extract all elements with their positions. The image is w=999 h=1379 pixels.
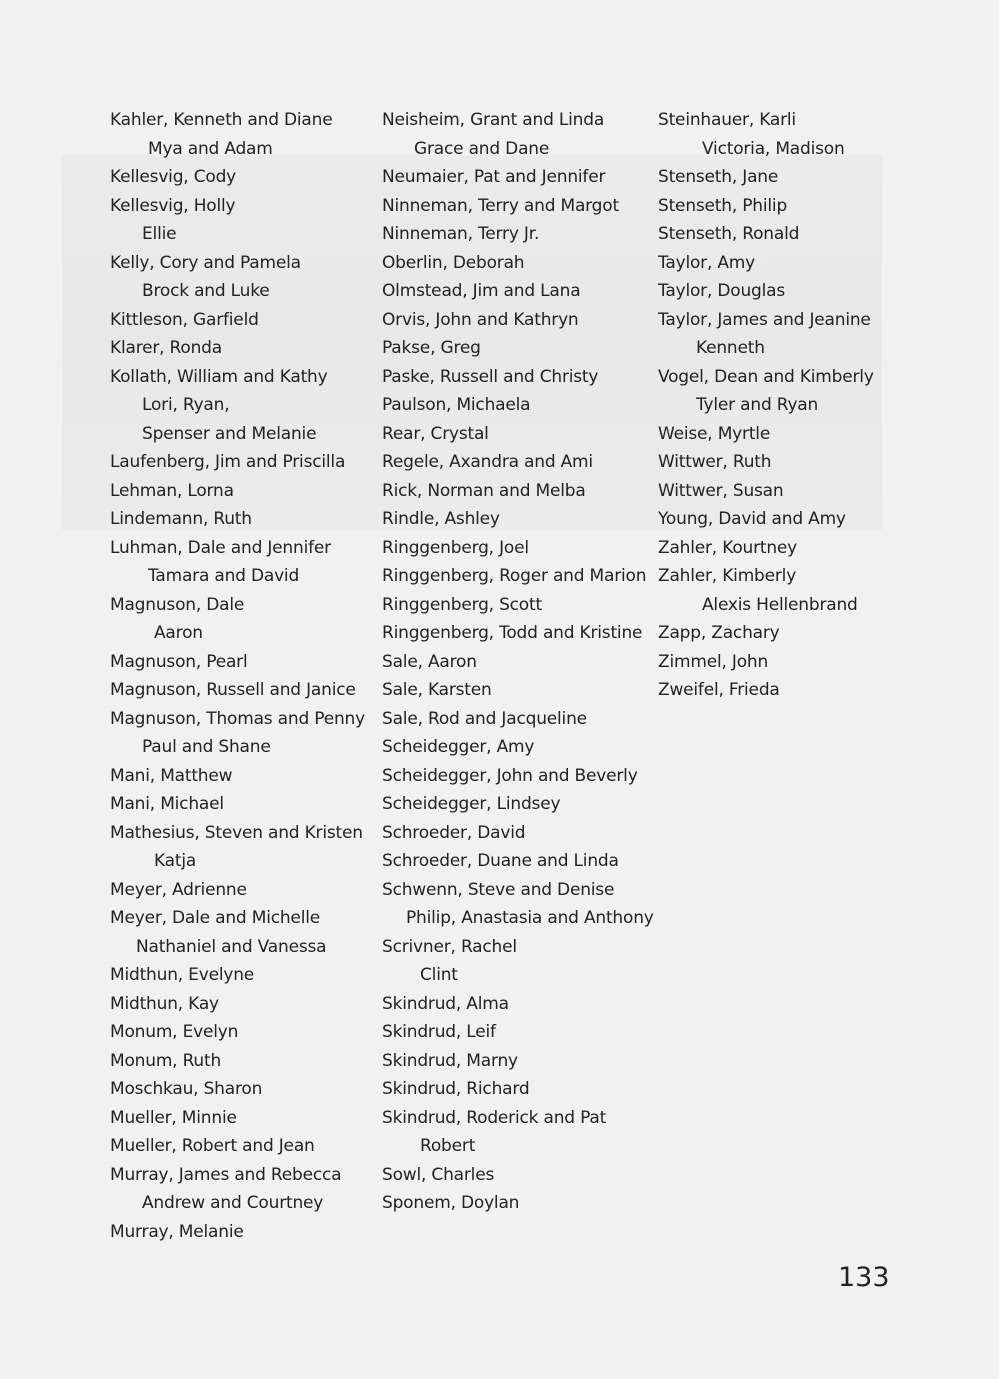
family-name-line: Scheidegger, John and Beverly — [382, 765, 638, 786]
family-name-line: Klarer, Ronda — [110, 338, 222, 358]
family-name-line: Moschkau, Sharon — [110, 1079, 263, 1099]
family-name-line: Rick, Norman and Melba — [382, 480, 586, 501]
family-name-line: Sale, Karsten — [382, 680, 492, 700]
family-name-line: Stenseth, Ronald — [658, 224, 800, 244]
family-name-line: Meyer, Adrienne — [110, 879, 247, 900]
name-column-2 — [382, 106, 654, 1218]
family-member-line: Ellie — [142, 224, 177, 244]
family-member-line: Philip, Anastasia and Anthony — [406, 908, 654, 928]
family-name-line: Olmstead, Jim and Lana — [382, 281, 581, 301]
family-member-line: Paul and Shane — [142, 737, 271, 757]
family-name-line: Schroeder, Duane and Linda — [382, 851, 619, 871]
family-name-line: Luhman, Dale and Jennifer — [110, 537, 331, 558]
family-name-line: Paulson, Michaela — [382, 395, 531, 415]
name-column-3 — [658, 106, 874, 705]
family-name-line: Sponem, Doylan — [382, 1193, 520, 1213]
family-name-line: Skindrud, Leif — [382, 1022, 496, 1042]
family-name-line: Monum, Ruth — [110, 1050, 222, 1071]
family-member-line: Kenneth — [696, 338, 765, 358]
family-name-line: Zahler, Kourtney — [658, 537, 798, 558]
family-name-line: Taylor, James and Jeanine — [658, 309, 871, 330]
family-name-line: Oberlin, Deborah — [382, 252, 525, 273]
family-name-line: Scheidegger, Lindsey — [382, 794, 561, 814]
family-name-line: Schwenn, Steve and Denise — [382, 879, 615, 900]
family-name-line: Wittwer, Susan — [658, 480, 784, 501]
family-member-line: Katja — [154, 851, 197, 871]
family-name-line: Neumaier, Pat and Jennifer — [382, 167, 606, 187]
name-column-1 — [110, 106, 365, 1246]
family-name-line: Mani, Matthew — [110, 765, 233, 786]
family-name-line: Ringgenberg, Roger and Marion — [382, 566, 647, 586]
family-member-line: Mya and Adam — [148, 138, 273, 159]
family-name-line: Pakse, Greg — [382, 338, 481, 358]
family-name-line: Kellesvig, Cody — [110, 167, 237, 187]
family-name-line: Lehman, Lorna — [110, 480, 234, 501]
family-member-line: Grace and Dane — [414, 138, 550, 159]
family-name-line: Rindle, Ashley — [382, 509, 500, 529]
family-name-line: Sale, Rod and Jacqueline — [382, 708, 587, 729]
family-name-line: Monum, Evelyn — [110, 1022, 239, 1042]
family-name-line: Scheidegger, Amy — [382, 737, 535, 757]
family-name-line: Neisheim, Grant and Linda — [382, 110, 605, 130]
family-name-line: Schroeder, David — [382, 822, 526, 843]
family-name-line: Magnuson, Russell and Janice — [110, 680, 356, 700]
family-name-line: Midthun, Kay — [110, 993, 219, 1014]
family-name-line: Taylor, Amy — [658, 252, 756, 273]
family-name-line: Taylor, Douglas — [658, 281, 786, 301]
family-name-line: Rear, Crystal — [382, 423, 489, 444]
family-name-line: Kahler, Kenneth and Diane — [110, 110, 333, 130]
family-member-line: Alexis Hellenbrand — [702, 594, 858, 615]
family-name-line: Zimmel, John — [658, 651, 769, 672]
family-member-line: Robert — [420, 1136, 476, 1156]
family-name-line: Kittleson, Garfield — [110, 309, 259, 330]
family-name-line: Laufenberg, Jim and Priscilla — [110, 452, 346, 472]
family-name-line: Sale, Aaron — [382, 651, 477, 672]
family-name-line: Regele, Axandra and Ami — [382, 452, 593, 472]
family-name-line: Murray, James and Rebecca — [110, 1164, 342, 1185]
family-name-line: Ninneman, Terry and Margot — [382, 195, 619, 216]
family-name-line: Midthun, Evelyne — [110, 965, 255, 985]
family-name-line: Ringgenberg, Scott — [382, 594, 542, 615]
family-member-line: Nathaniel and Vanessa — [136, 936, 327, 957]
family-name-line: Magnuson, Thomas and Penny — [110, 708, 365, 729]
family-name-line: Ringgenberg, Joel — [382, 537, 529, 558]
family-name-line: Magnuson, Pearl — [110, 651, 248, 672]
family-name-line: Mueller, Minnie — [110, 1107, 237, 1128]
family-name-line: Zapp, Zachary — [658, 623, 780, 643]
family-name-line: Magnuson, Dale — [110, 594, 245, 615]
family-name-line: Sowl, Charles — [382, 1164, 495, 1185]
family-name-line: Weise, Myrtle — [658, 423, 771, 444]
family-name-line: Ringgenberg, Todd and Kristine — [382, 623, 643, 643]
family-name-line: Skindrud, Richard — [382, 1079, 530, 1099]
family-member-line: Lori, Ryan, — [142, 395, 230, 415]
family-member-line: Brock and Luke — [142, 281, 270, 301]
family-name-line: Stenseth, Jane — [658, 167, 779, 187]
family-name-line: Scrivner, Rachel — [382, 936, 517, 957]
family-member-line: Andrew and Courtney — [142, 1193, 324, 1213]
family-name-line: Murray, Melanie — [110, 1221, 244, 1242]
family-name-line: Wittwer, Ruth — [658, 452, 772, 472]
family-name-line: Meyer, Dale and Michelle — [110, 908, 320, 928]
family-name-line: Orvis, John and Kathryn — [382, 309, 579, 330]
family-name-line: Mani, Michael — [110, 794, 224, 814]
family-member-line: Aaron — [154, 623, 203, 643]
family-name-line: Kellesvig, Holly — [110, 195, 236, 216]
family-name-line: Skindrud, Marny — [382, 1050, 518, 1071]
family-name-line: Lindemann, Ruth — [110, 509, 252, 529]
page-number: 133 — [838, 1262, 890, 1293]
family-member-line: Tamara and David — [148, 566, 300, 586]
family-name-line: Young, David and Amy — [658, 509, 846, 529]
family-member-line: Clint — [420, 965, 458, 985]
family-name-line: Stenseth, Philip — [658, 195, 788, 216]
family-member-line: Victoria, Madison — [702, 138, 845, 159]
family-name-line: Mueller, Robert and Jean — [110, 1136, 315, 1156]
family-name-line: Steinhauer, Karli — [658, 110, 796, 130]
family-name-line: Paske, Russell and Christy — [382, 366, 599, 387]
family-name-line: Kollath, William and Kathy — [110, 366, 328, 387]
family-name-line: Zahler, Kimberly — [658, 566, 797, 586]
family-name-line: Skindrud, Alma — [382, 993, 509, 1014]
family-member-line: Spenser and Melanie — [142, 423, 317, 444]
family-name-line: Kelly, Cory and Pamela — [110, 252, 301, 273]
family-member-line: Tyler and Ryan — [696, 395, 819, 415]
family-name-line: Vogel, Dean and Kimberly — [658, 366, 874, 387]
family-name-line: Mathesius, Steven and Kristen — [110, 822, 363, 843]
family-name-line: Ninneman, Terry Jr. — [382, 224, 540, 244]
family-name-line: Zweifel, Frieda — [658, 680, 780, 700]
family-name-line: Skindrud, Roderick and Pat — [382, 1107, 607, 1128]
